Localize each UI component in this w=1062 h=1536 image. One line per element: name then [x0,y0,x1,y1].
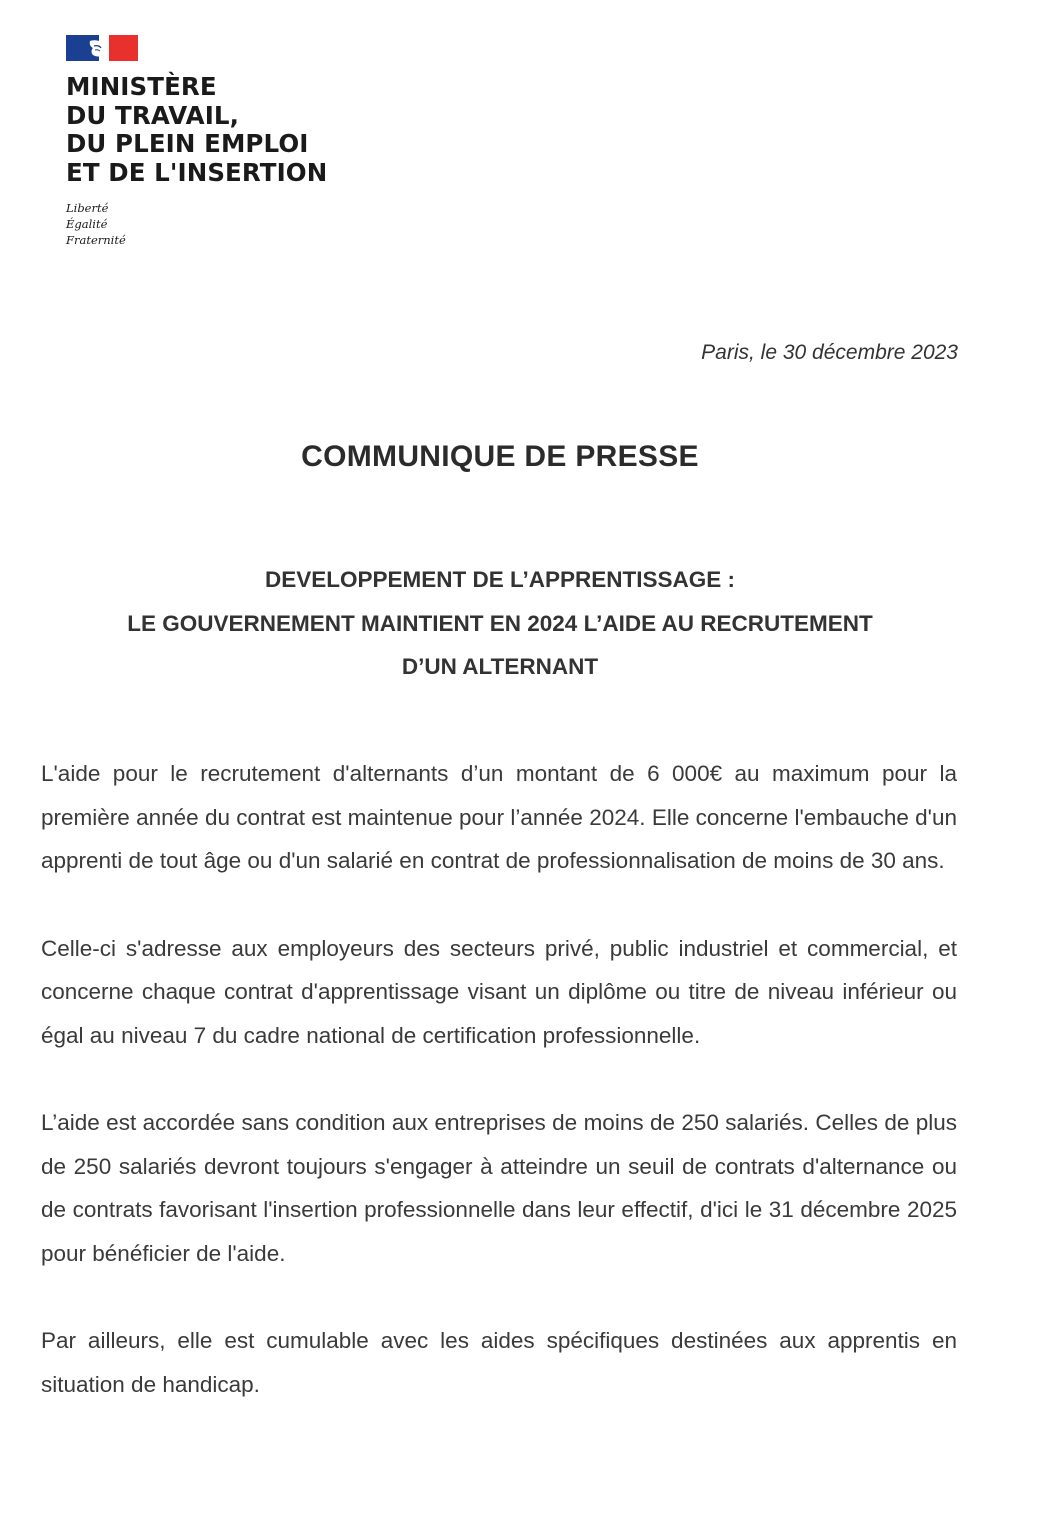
heading-line: LE GOUVERNEMENT MAINTIENT EN 2024 L’AIDE AU RECRUTEMENT [127,610,873,636]
ministry-line: DU PLEIN EMPLOI [66,129,309,158]
motto-line: Fraternité [66,233,126,247]
motto-line: Liberté [66,201,109,215]
motto-line: Égalité [66,217,108,231]
body-paragraph: Par ailleurs, elle est cumulable avec les aides spécifiques destinées aux apprentis en situation de handicap. [41,1328,957,1397]
ministry-line: ET DE L'INSERTION [66,157,328,187]
republic-motto [66,200,327,248]
heading-line: DEVELOPPEMENT DE L’APPRENTISSAGE : [264,567,736,592]
ministry-line: MINISTÈRE [66,72,217,101]
page-title: COMMUNIQUE DE PRESSE [301,440,699,473]
heading-line: D’UN ALTERNANT [401,654,599,679]
body-paragraph: Celle-ci s'adresse aux employeurs des secteurs privé, public industriel et commercial, et concerne chaque contrat d'apprentissage visant un diplôme ou titre de niveau inférieur ou égal au niveau 7 du cadre national de certification professionnelle. [41,935,957,1048]
press-release-body [41,752,957,1450]
ministry-logo [66,35,327,248]
body-paragraph: L’aide est accordée sans condition aux entreprises de moins de 250 salariés. Celles de plus de 250 salariés devront toujours s'engager à atteindre un seuil de contrats d'alternance ou de contrats favorisant l'insertion professionnelle dans leur effectif, d'ici le 31 décembre 2025 pour bénéficier de l'aide. [41,1110,957,1266]
marianne-flag-icon [66,35,138,61]
document-date: Paris, le 30 décembre 2023 [701,341,958,364]
ministry-line: DU TRAVAIL, [66,100,240,130]
press-release-heading [0,558,1000,689]
body-paragraph: L'aide pour le recrutement d'alternants d’un montant de 6 000€ au maximum pour la première année du contrat est maintenue pour l’année 2024. Elle concerne l'embauche d'un apprenti de tout âge ou d'un salarié en contrat de professionnalisation de moins de 30 ans. [41,761,957,873]
ministry-name [66,73,327,187]
